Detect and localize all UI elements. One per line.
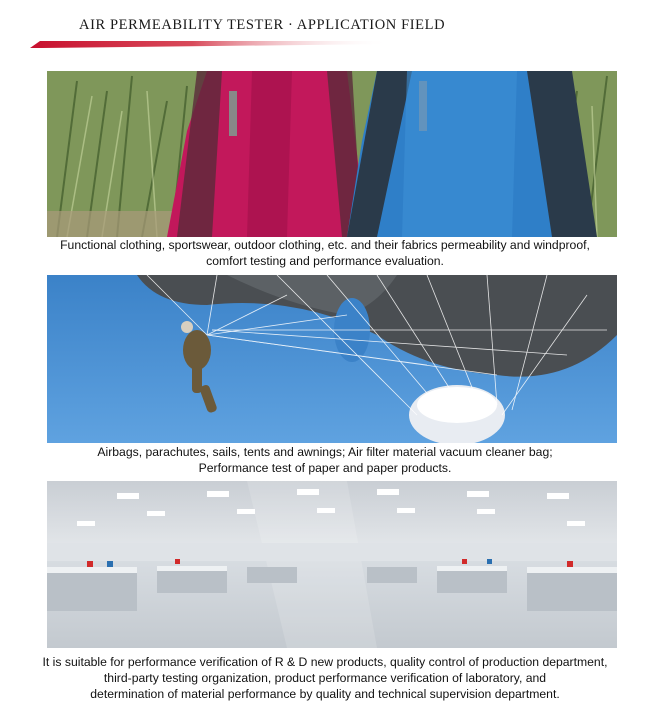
caption-clothing: Functional clothing, sportswear, outdoor clothing, etc. and their fabrics permeability and windproof, comfort testing and performance evaluation. — [60, 238, 590, 268]
caption-laboratory: It is suitable for performance verification of R & D new products, quality control of production department, third-party testing organization, product performance verification of laboratory, and determination of material performance by quality and technical supervision department. — [42, 655, 608, 701]
outdoor-jackets-photo — [47, 71, 617, 237]
page-title: AIR PERMEABILITY TESTER · APPLICATION FIELD — [79, 17, 446, 33]
caption-parachutes: Airbags, parachutes, sails, tents and awnings; Air filter material vacuum cleaner bag; Performance test of paper and paper products. — [97, 445, 553, 475]
header-accent-rule — [30, 41, 390, 48]
parachute-photo — [47, 275, 617, 443]
laboratory-photo — [47, 481, 617, 648]
